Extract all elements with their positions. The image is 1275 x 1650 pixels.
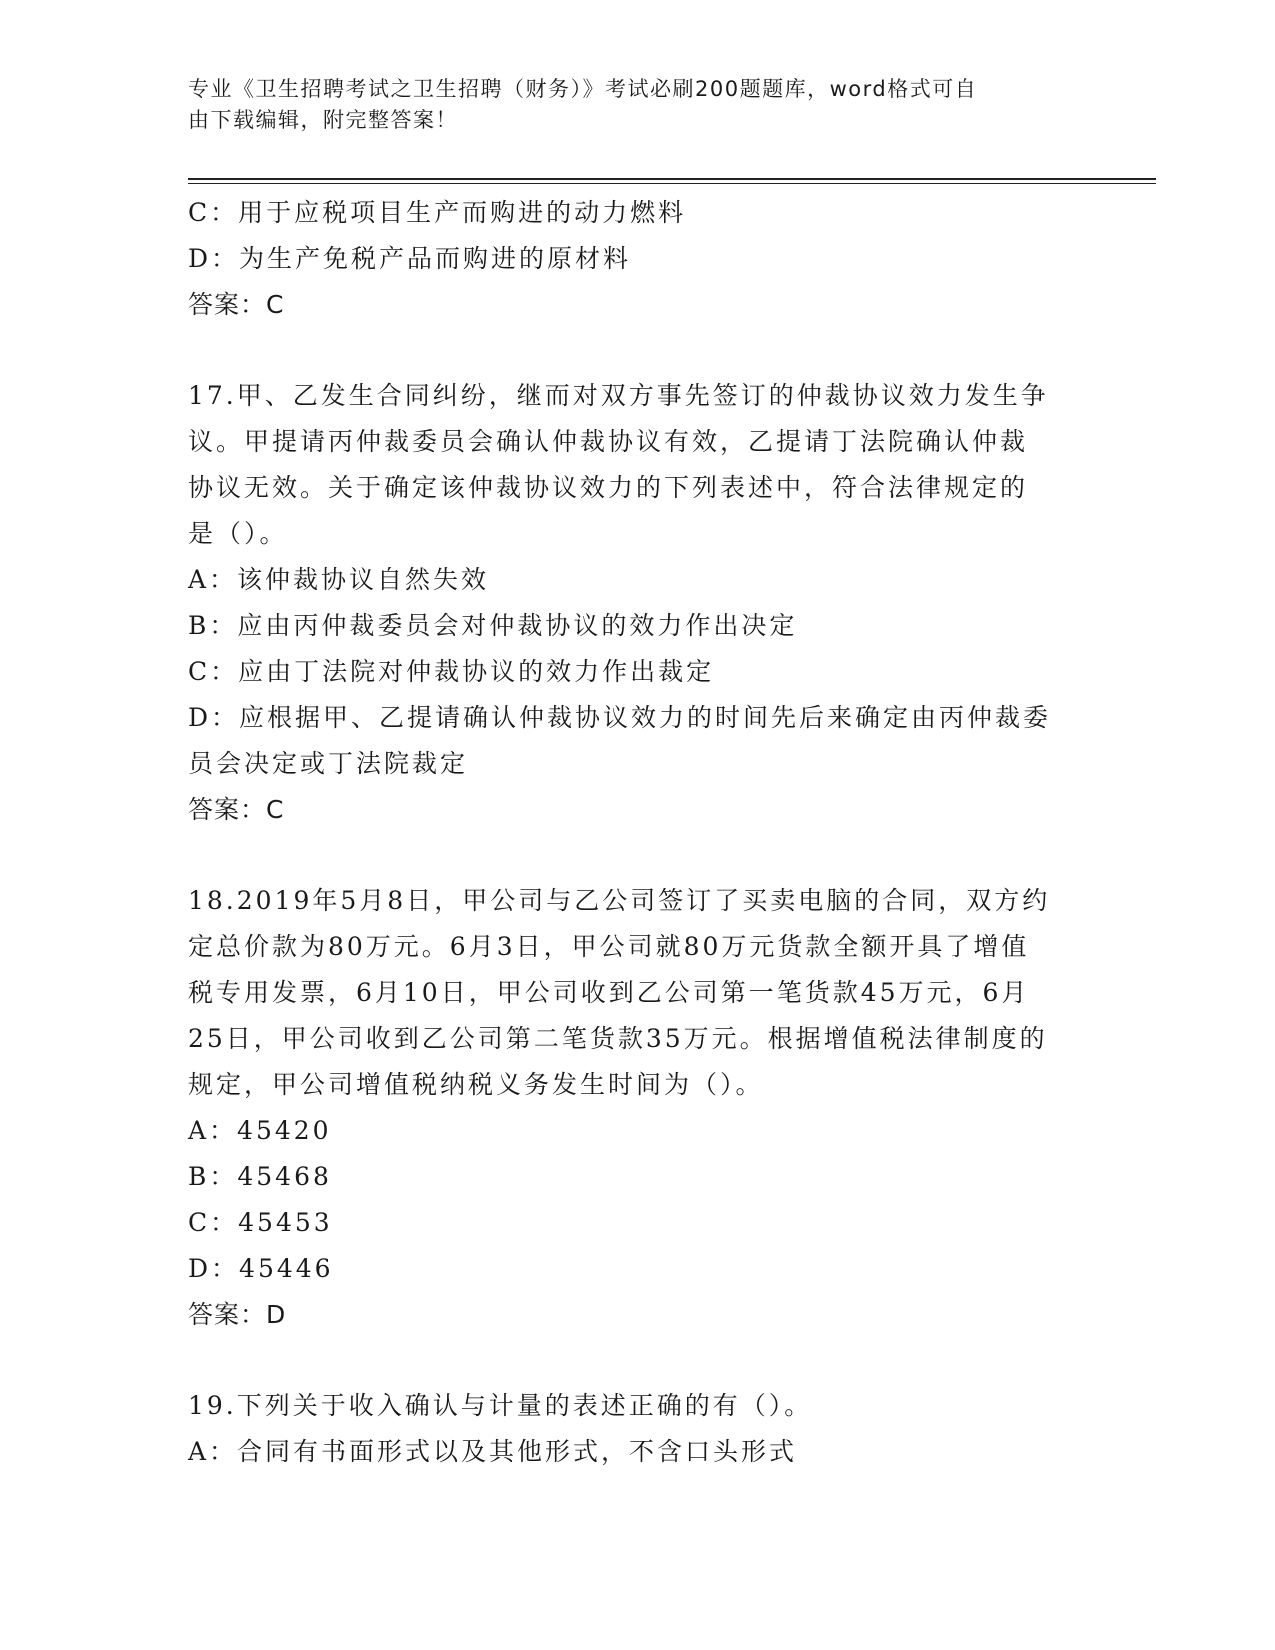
option-b: B：45468 [188,1162,332,1191]
question-stem-line: 税专用发票，6月10日，甲公司收到乙公司第一笔货款45万元，6月 [188,978,1030,1007]
option-b: B：应由丙仲裁委员会对仲裁协议的效力作出决定 [188,611,798,640]
option-c: C：45453 [188,1208,333,1237]
question-stem-line: 是（）。 [188,519,288,548]
question-stem-line: 17.甲、乙发生合同纠纷，继而对双方事先签订的仲裁协议效力发生争 [188,381,1049,410]
header-line-2: 由下载编辑，附完整答案！ [188,108,458,132]
option-d: D：应根据甲、乙提请确认仲裁协议效力的时间先后来确定由丙仲裁委 [188,703,1052,732]
option-a: A：45420 [188,1116,332,1145]
option-a: A：该仲裁协议自然失效 [188,565,490,594]
question-stem-line: 规定，甲公司增值税纳税义务发生时间为（）。 [188,1070,764,1099]
document-body [188,190,1088,1475]
answer: 答案：C [188,795,285,824]
option-d: D：为生产免税产品而购进的原材料 [188,244,632,273]
question-17 [188,373,1088,833]
question-18 [188,878,1088,1338]
question-stem-line: 议。甲提请丙仲裁委员会确认仲裁协议有效，乙提请丁法院确认仲裁 [188,427,1029,456]
question-stem-line: 18.2019年5月8日，甲公司与乙公司签订了买卖电脑的合同，双方约 [188,886,1051,915]
answer: 答案：C [188,290,285,319]
option-c: C：应由丁法院对仲裁协议的效力作出裁定 [188,657,715,686]
option-a: A：合同有书面形式以及其他形式，不含口头形式 [188,1437,798,1466]
option-d: D：45446 [188,1254,334,1283]
option-c: C：用于应税项目生产而购进的动力燃料 [188,198,687,227]
option-d-continued: 员会决定或丁法院裁定 [188,749,469,778]
answer: 答案：D [188,1300,287,1329]
header-divider [188,178,1156,180]
question-stem-line: 协议无效。关于确定该仲裁协议效力的下列表述中，符合法律规定的 [188,473,1029,502]
header-line-1: 专业《卫生招聘考试之卫生招聘（财务）》考试必刷200题题库，word格式可自 [188,77,978,101]
question-19 [188,1383,1088,1475]
question-stem-line: 19.下列关于收入确认与计量的表述正确的有（）。 [188,1391,813,1420]
header-divider-thin [188,183,1156,184]
question-stem-line: 定总价款为80万元。6月3日，甲公司就80万元货款全额开具了增值 [188,932,1030,961]
question-16-tail [188,190,1088,328]
question-stem-line: 25日，甲公司收到乙公司第二笔货款35万元。根据增值税法律制度的 [188,1024,1048,1053]
document-header [188,74,1088,136]
